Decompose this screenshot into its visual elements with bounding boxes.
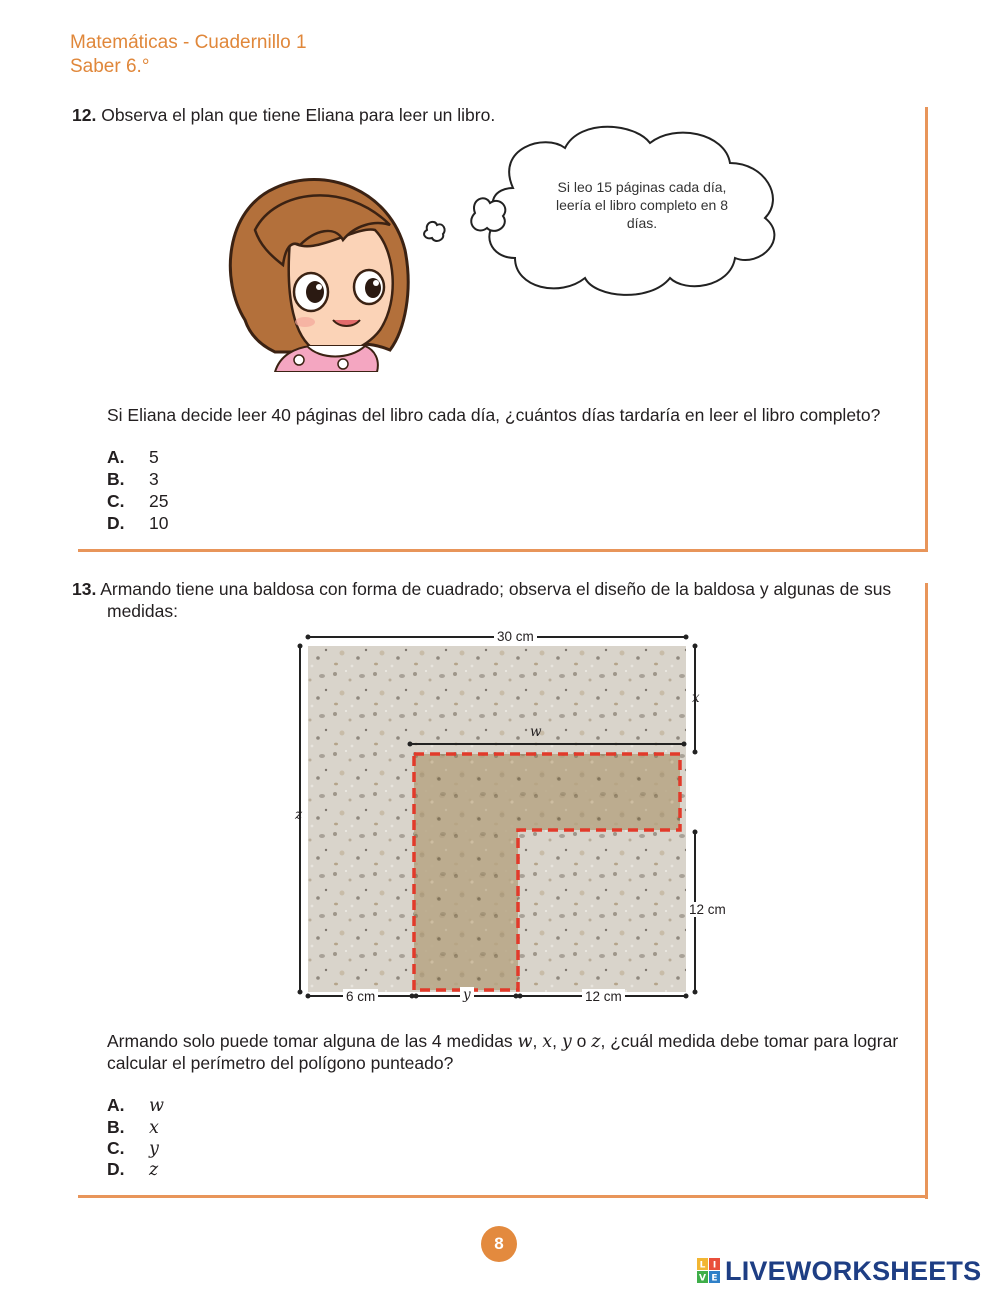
dim-bottom-left: 6 cm [343,989,378,1004]
option-value: 5 [149,447,159,467]
badge-letter: V [699,1273,706,1284]
girl-illustration [215,170,415,372]
option-value: 3 [149,469,159,489]
q12-frame-bottom [78,549,928,552]
option-letter: C. [107,491,125,511]
option-value: z [149,1160,159,1180]
q13-var-x: x [542,1032,553,1052]
q13-intro-row [72,578,891,600]
header-subject: Matemáticas - Cuadernillo 1 [70,32,307,53]
option-letter: B. [107,1117,125,1137]
q13-question-line1 [107,1030,913,1053]
dim-x: x [692,690,700,706]
header-grade: Saber 6.° [70,56,150,77]
dim-bottom-right: 12 cm [582,989,625,1004]
q13-option-d[interactable] [107,1159,158,1182]
option-value: 25 [149,491,169,511]
q13-var-z: z [591,1032,601,1052]
q12-frame-right [925,107,928,552]
option-value: x [149,1118,159,1138]
badge-letter: I [712,1260,717,1271]
option-letter: B. [107,469,125,489]
q13-var-y: y [561,1032,572,1052]
q13-question-part: Armando solo puede tomar alguna de las 4 medidas [107,1031,513,1051]
q13-option-a[interactable] [107,1095,164,1118]
q12-option-a[interactable] [107,447,159,469]
q13-question-part: , ¿cuál medida debe tomar para lograr [600,1031,899,1051]
badge-letter: E [711,1273,718,1284]
option-value: y [149,1139,159,1159]
option-letter: A. [107,447,125,467]
q13-intro-line1: Armando tiene una baldosa con forma de cuadrado; observa el diseño de la baldosa y algunas de sus [100,579,892,599]
q13-number: 13. [72,579,97,599]
q12-question: Si Eliana decide leer 40 páginas del libro cada día, ¿cuántos días tardaría en leer el libro completo? [107,405,881,425]
q12-option-b[interactable] [107,469,159,491]
q13-frame-bottom [78,1195,928,1198]
q13-question-or: o [576,1031,587,1051]
dim-w: w [530,724,542,740]
q13-question-line2: calcular el perímetro del polígono punteado? [107,1053,454,1073]
q12-option-c[interactable] [107,491,168,513]
q12-option-d[interactable] [107,513,168,535]
option-letter: D. [107,513,125,533]
q13-question-comma: , [552,1031,558,1051]
dim-z: z [295,807,303,823]
liveworksheets-wordmark: LIVEWORKSHEETS [725,1255,982,1286]
q12-intro: Observa el plan que tiene Eliana para leer un libro. [101,105,496,125]
option-value: w [149,1096,164,1116]
thought-text: Si leo 15 páginas cada día, leería el libro completo en 8 días. [556,179,728,231]
badge-letter: L [699,1260,706,1271]
option-letter: C. [107,1138,125,1158]
option-letter: D. [107,1159,125,1179]
page-number: 8 [481,1226,517,1262]
dim-top: 30 cm [494,629,537,644]
q13-frame-right [925,583,928,1199]
option-letter: A. [107,1095,125,1115]
q13-var-w: w [517,1032,533,1052]
dim-y: y [460,987,474,1003]
liveworksheets-logo[interactable] [697,1256,981,1286]
dim-right: 12 cm [686,902,729,917]
q13-option-b[interactable] [107,1117,159,1140]
q13-question-comma: , [532,1031,538,1051]
tile-diagram [290,628,740,1008]
option-value: 10 [149,513,169,533]
q13-intro-line2: medidas: [107,601,179,621]
q13-option-c[interactable] [107,1138,159,1161]
q12-number: 12. [72,105,97,125]
liveworksheets-badge-icon [697,1258,721,1284]
